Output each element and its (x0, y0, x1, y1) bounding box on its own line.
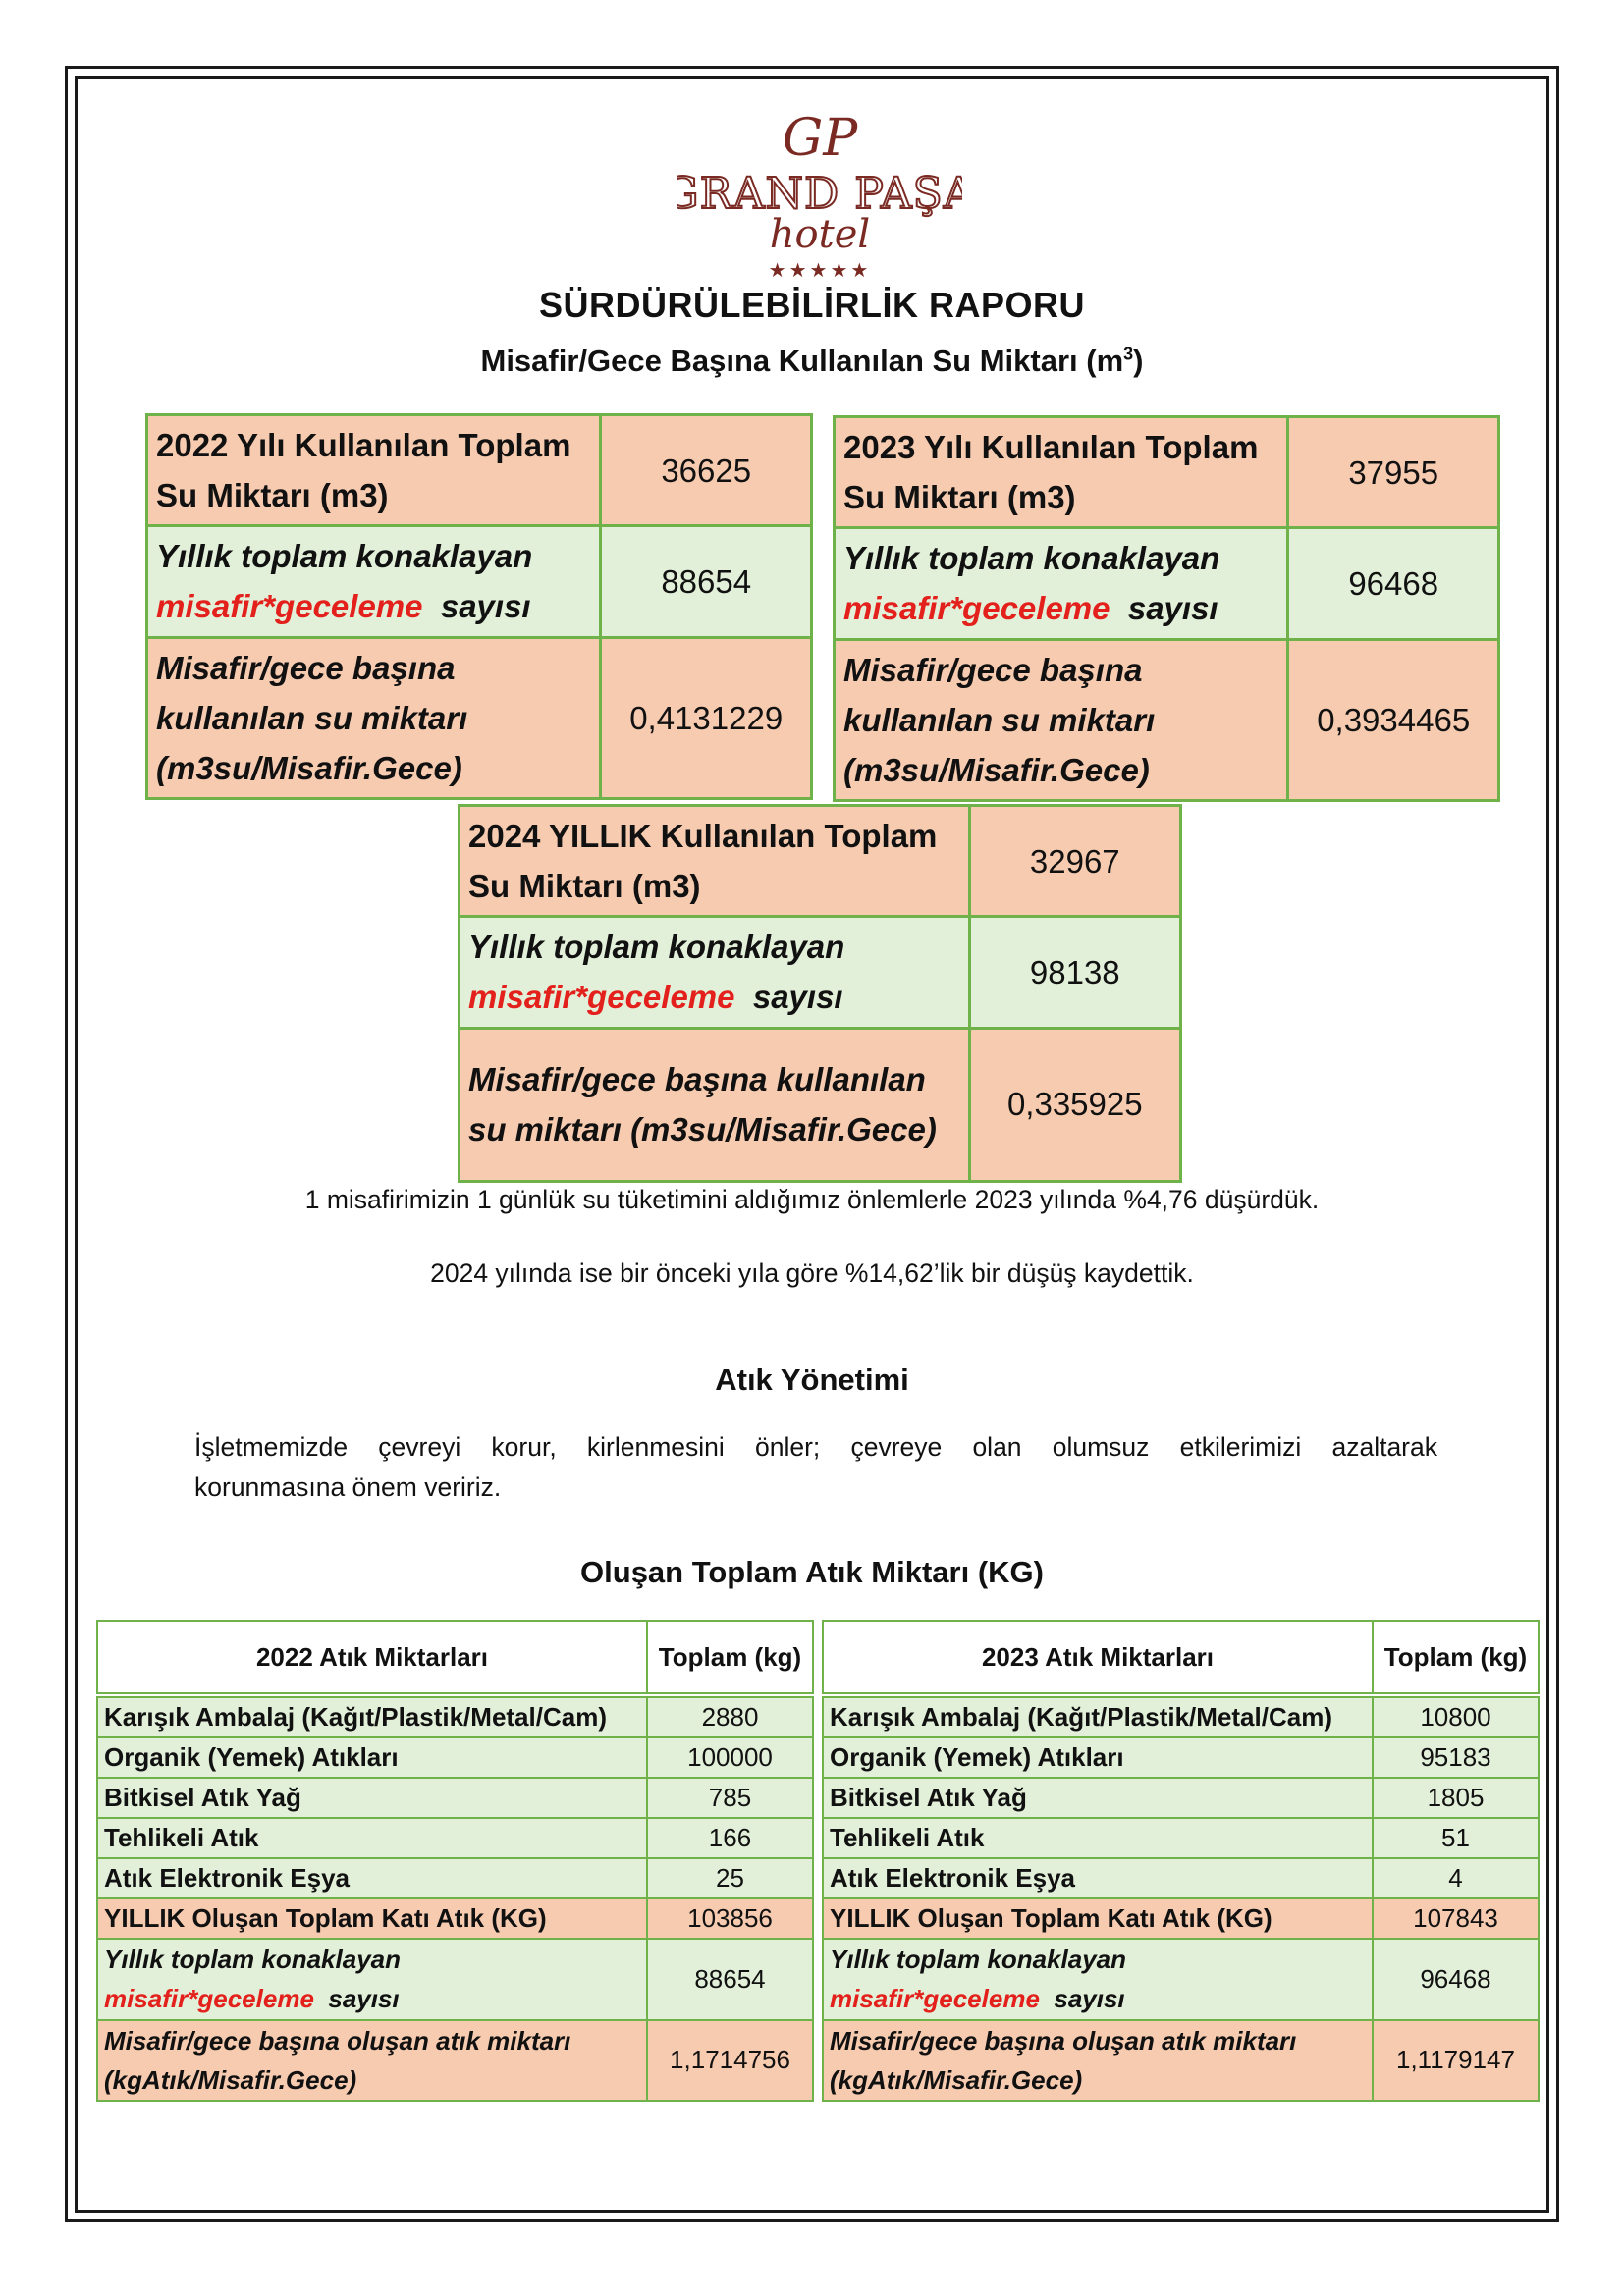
table-row (823, 1778, 1539, 1818)
water-total-label: 2023 Yılı Kullanılan Toplam Su Miktarı (m3) (835, 417, 1288, 528)
waste-row-label: Tehlikeli Atık (823, 1818, 1373, 1858)
waste-guests-label: Yıllık toplam konaklayan misafir*geceleme sayısı (823, 1939, 1373, 2020)
waste-heading: Atık Yönetimi (715, 1362, 909, 1397)
water-guests-value: 98138 (969, 917, 1180, 1028)
waste-row-value: 25 (647, 1858, 813, 1898)
waste-row-label: Organik (Yemek) Atıkları (97, 1737, 647, 1778)
water-total-value: 32967 (969, 806, 1180, 917)
waste-row-value: 4 (1373, 1858, 1539, 1898)
table-row (97, 1898, 813, 1939)
table-row (823, 1737, 1539, 1778)
report-subtitle: Misafir/Gece Başına Kullanılan Su Miktarı $(m^3)$ (480, 344, 1144, 378)
waste-table-header-label: 2022 Atık Miktarları (97, 1621, 647, 1693)
waste-row-label: Karışık Ambalaj (Kağıt/Plastik/Metal/Cam) (97, 1697, 647, 1737)
waste-table-2023 (822, 1620, 1540, 2102)
table-row (97, 1858, 813, 1898)
waste-total-value: 107843 (1373, 1898, 1539, 1939)
hotel-logo (677, 98, 962, 285)
waste-row-label: Bitkisel Atık Yağ (97, 1778, 647, 1818)
waste-per-guest-value: 1,1179147 (1373, 2020, 1539, 2102)
water-per-guest-label: Misafir/gece başına kullanılan su miktarı (m3su/Misafir.Gece) (460, 1028, 970, 1181)
logo-subtext: hotel (769, 212, 871, 257)
water-total-value: 37955 (1288, 417, 1499, 528)
waste-total-heading: Oluşan Toplam Atık Miktarı (KG) (580, 1555, 1044, 1589)
waste-row-label: Atık Elektronik Eşya (823, 1858, 1373, 1898)
waste-guests-label: Yıllık toplam konaklayan misafir*geceleme sayısı (97, 1939, 647, 2020)
water-guests-label: Yıllık toplam konaklayan misafir*geceleme sayısı (460, 917, 970, 1028)
waste-table-2022 (96, 1620, 814, 2102)
water-table-2024 (458, 804, 1182, 1183)
table-row (823, 1697, 1539, 1737)
water-total-label: 2024 YILLIK Kullanılan Toplam Su Miktarı (m3) (460, 806, 970, 917)
waste-row-label: Atık Elektronik Eşya (97, 1858, 647, 1898)
water-note-2024: 2024 yılında ise bir önceki yıla göre %14,62’lik bir düşüş kaydettik. (430, 1258, 1194, 1288)
waste-row-value: 95183 (1373, 1737, 1539, 1778)
report-title: SÜRDÜRÜLEBİLİRLİK RAPORU (539, 285, 1085, 325)
waste-row-label: Bitkisel Atık Yağ (823, 1778, 1373, 1818)
table-row (823, 2020, 1539, 2102)
table-row (823, 1939, 1539, 2020)
waste-row-label: Karışık Ambalaj (Kağıt/Plastik/Metal/Cam) (823, 1697, 1373, 1737)
waste-row-value: 100000 (647, 1737, 813, 1778)
water-guests-value: 88654 (601, 526, 812, 637)
water-guests-label: Yıllık toplam konaklayan misafir*geceleme sayısı (835, 528, 1288, 639)
logo-wordmark: GRAND PAŞA (677, 169, 962, 219)
waste-paragraph-line2: korunmasına önem veririz. (194, 1472, 502, 1503)
water-per-guest-value: 0,4131229 (601, 637, 812, 798)
waste-row-label: Tehlikeli Atık (97, 1818, 647, 1858)
hotel-logo-graphic (677, 98, 962, 285)
table-row (823, 1898, 1539, 1939)
water-guests-label: Yıllık toplam konaklayan misafir*geceleme sayısı (147, 526, 601, 637)
waste-row-value: 166 (647, 1818, 813, 1858)
water-per-guest-value: 0,3934465 (1288, 639, 1499, 800)
waste-total-label: YILLIK Oluşan Toplam Katı Atık (KG) (823, 1898, 1373, 1939)
waste-table-header-total: Toplam (kg) (1373, 1621, 1539, 1693)
water-note-2023: 1 misafirimizin 1 günlük su tüketimini aldığımız önlemlerle 2023 yılında %4,76 düşürdük. (304, 1185, 1320, 1214)
waste-row-value: 2880 (647, 1697, 813, 1737)
logo-stars: ★★★★★ (768, 258, 872, 282)
waste-paragraph (194, 1427, 1437, 1508)
waste-paragraph-line1: İşletmemizde çevreyi korur, kirlenmesini önler; çevreye olan olumsuz etkilerimizi azaltarak (194, 1432, 1437, 1462)
waste-row-value: 10800 (1373, 1697, 1539, 1737)
waste-table-header-total: Toplam (kg) (647, 1621, 813, 1693)
water-per-guest-value: 0,335925 (969, 1028, 1180, 1181)
waste-per-guest-label: Misafir/gece başına oluşan atık miktarı (kgAtık/Misafir.Gece) (97, 2020, 647, 2102)
waste-row-label: Organik (Yemek) Atıkları (823, 1737, 1373, 1778)
water-per-guest-label: Misafir/gece başına kullanılan su miktarı (m3su/Misafir.Gece) (835, 639, 1288, 800)
waste-row-value: 1805 (1373, 1778, 1539, 1818)
table-row (823, 1858, 1539, 1898)
logo-monogram: GP (782, 109, 858, 168)
water-guests-value: 96468 (1288, 528, 1499, 639)
table-row (97, 2020, 813, 2102)
waste-total-label: YILLIK Oluşan Toplam Katı Atık (KG) (97, 1898, 647, 1939)
waste-guests-value: 88654 (647, 1939, 813, 2020)
water-total-label: 2022 Yılı Kullanılan Toplam Su Miktarı (m3) (147, 415, 601, 526)
water-total-value: 36625 (601, 415, 812, 526)
waste-table-header-label: 2023 Atık Miktarları (823, 1621, 1373, 1693)
waste-total-value: 103856 (647, 1898, 813, 1939)
waste-guests-value: 96468 (1373, 1939, 1539, 2020)
table-row (823, 1818, 1539, 1858)
water-per-guest-label: Misafir/gece başına kullanılan su miktarı (m3su/Misafir.Gece) (147, 637, 601, 798)
water-table-2022 (145, 413, 813, 800)
waste-row-value: 51 (1373, 1818, 1539, 1858)
waste-per-guest-value: 1,1714756 (647, 2020, 813, 2102)
waste-per-guest-label: Misafir/gece başına oluşan atık miktarı (kgAtık/Misafir.Gece) (823, 2020, 1373, 2102)
waste-row-value: 785 (647, 1778, 813, 1818)
table-row (97, 1939, 813, 2020)
water-table-2023 (833, 415, 1500, 802)
table-row (97, 1697, 813, 1737)
table-row (97, 1818, 813, 1858)
table-row (97, 1737, 813, 1778)
table-row (97, 1778, 813, 1818)
